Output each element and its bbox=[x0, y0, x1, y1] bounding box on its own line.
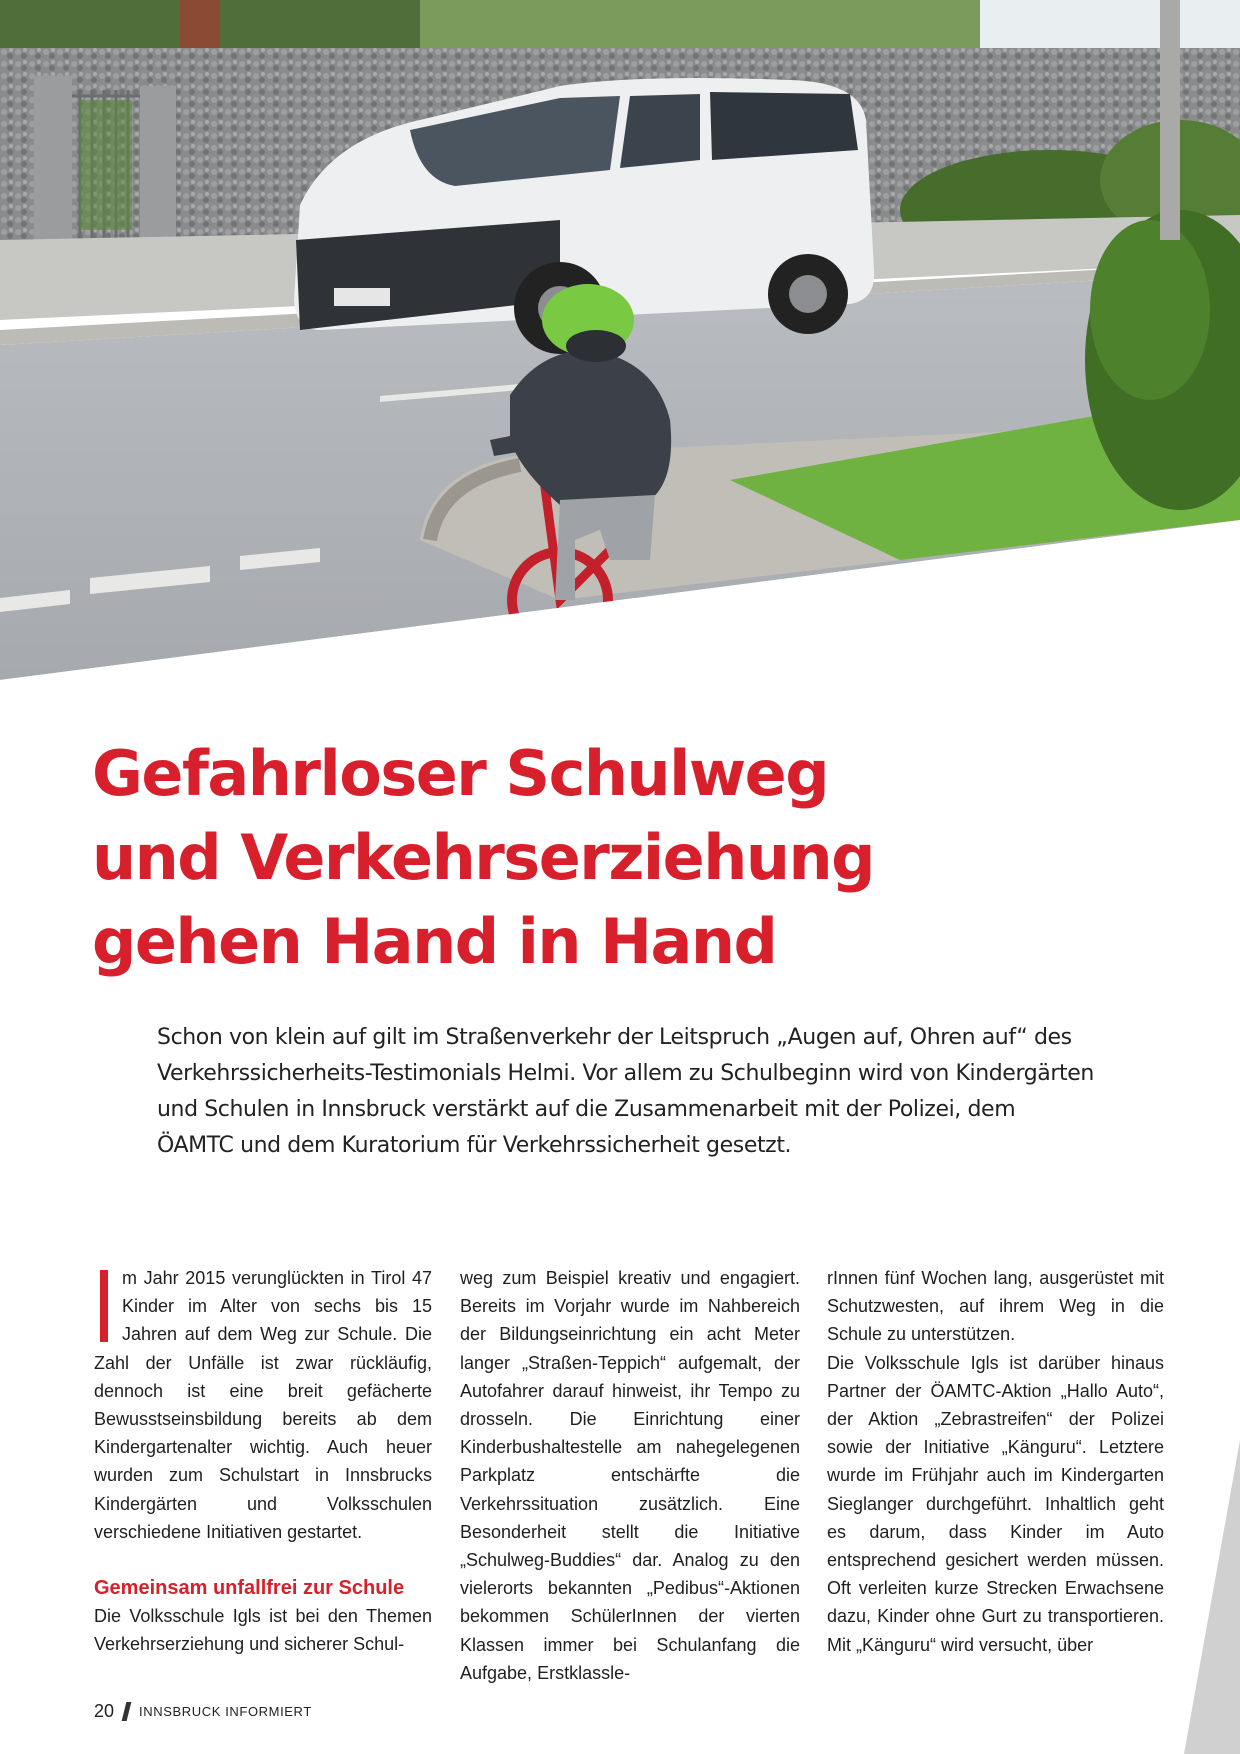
page-number: 20 bbox=[94, 1700, 115, 1721]
title-line-1: Gefahrloser Schulweg bbox=[92, 737, 829, 810]
intro-paragraph: m Jahr 2015 verunglückten in Tirol 47 Kinder im Alter von sechs bis 15 Jahren auf dem Weg zur Schule. Die Zahl der Unfälle ist zwar rückläufig, dennoch ist eine breit gefächerte Bewusstseinsbildung bereits ab dem Kindergartenalter wichtig. Auch heuer wurden zum Schulstart in Innsbrucks Kindergärten und Volksschulen verschiedene Initiativen gestartet. bbox=[94, 1268, 432, 1542]
body-column-3 bbox=[827, 1264, 1164, 1659]
body-column-1 bbox=[94, 1264, 432, 1658]
body-column-2 bbox=[460, 1264, 800, 1687]
title-line-3: gehen Hand in Hand bbox=[92, 905, 777, 978]
section-paragraph-continued: weg zum Beispiel kreativ und engagiert. Bereits im Vorjahr wurde im Nahbereich der Bildungseinrichtung ein acht Meter langer „Straßen-Teppich“ aufgemalt, der Autofahrer darauf hinweist, ihr Tempo zu drosseln. Die Einrichtung einer Kinderbushaltestelle am nahegelegenen Parkplatz entschärfte die Verkehrssituation zusätzlich. Eine Besonderheit stellt die Initiative „Schulweg-Buddies“ dar. Analog zu den vielerorts bekannten „Pedibus“-Aktionen bekommen SchülerInnen der vierten Klassen immer bei Schulanfang die Aufgabe, Erstklassle- bbox=[460, 1268, 800, 1683]
footer-slash-divider bbox=[122, 1702, 132, 1721]
partners-paragraph: Die Volksschule Igls ist darüber hinaus Partner der ÖAMTC-Aktion „Hallo Auto“, der Aktion „Zebrastreifen“ der Polizei sowie der Initiative „Känguru“. Letztere wurde im Frühjahr auch im Kindergarten Sieglanger durchgeführt. Inhaltlich geht es darum, dass Kinder im Auto entsprechend gesichert werden müssen. Oft verleiten kurze Strecken Erwachsene dazu, Kinder ohne Gurt zu transportieren. Mit „Känguru“ wird versucht, über bbox=[827, 1352, 1164, 1655]
magazine-name: INNSBRUCK INFORMIERT bbox=[139, 1703, 312, 1719]
article-title bbox=[92, 732, 1092, 984]
section-paragraph-start: Die Volksschule Igls ist bei den Themen Verkehrserziehung und sicherer Schul- bbox=[94, 1606, 432, 1655]
header-photo bbox=[0, 0, 1240, 690]
lead-paragraph: Schon von klein auf gilt im Straßenverkehr der Leitspruch „Augen auf, Ohren auf“ des Verkehrssicherheits-Testimonials Helmi. Vor allem zu Schulbeginn wird von Kindergärten und Schulen in Innsbruck verstärkt auf die Zusammenarbeit mit der Polizei, dem ÖAMTC und dem Kuratorium für Verkehrssicherheit gesetzt. bbox=[157, 1025, 1094, 1158]
street-scene-illustration bbox=[0, 0, 1240, 690]
intro-paragraph-block bbox=[94, 1264, 432, 1546]
drop-cap bbox=[100, 1270, 108, 1342]
page-footer bbox=[94, 1699, 312, 1723]
section-subheading: Gemeinsam unfallfrei zur Schule bbox=[94, 1577, 405, 1600]
title-line-2: und Verkehrserziehung bbox=[92, 821, 875, 894]
buddies-paragraph-end: rInnen fünf Wochen lang, ausgerüstet mit Schutzwesten, auf ihrem Weg in die Schule zu unterstützen. bbox=[827, 1268, 1164, 1345]
